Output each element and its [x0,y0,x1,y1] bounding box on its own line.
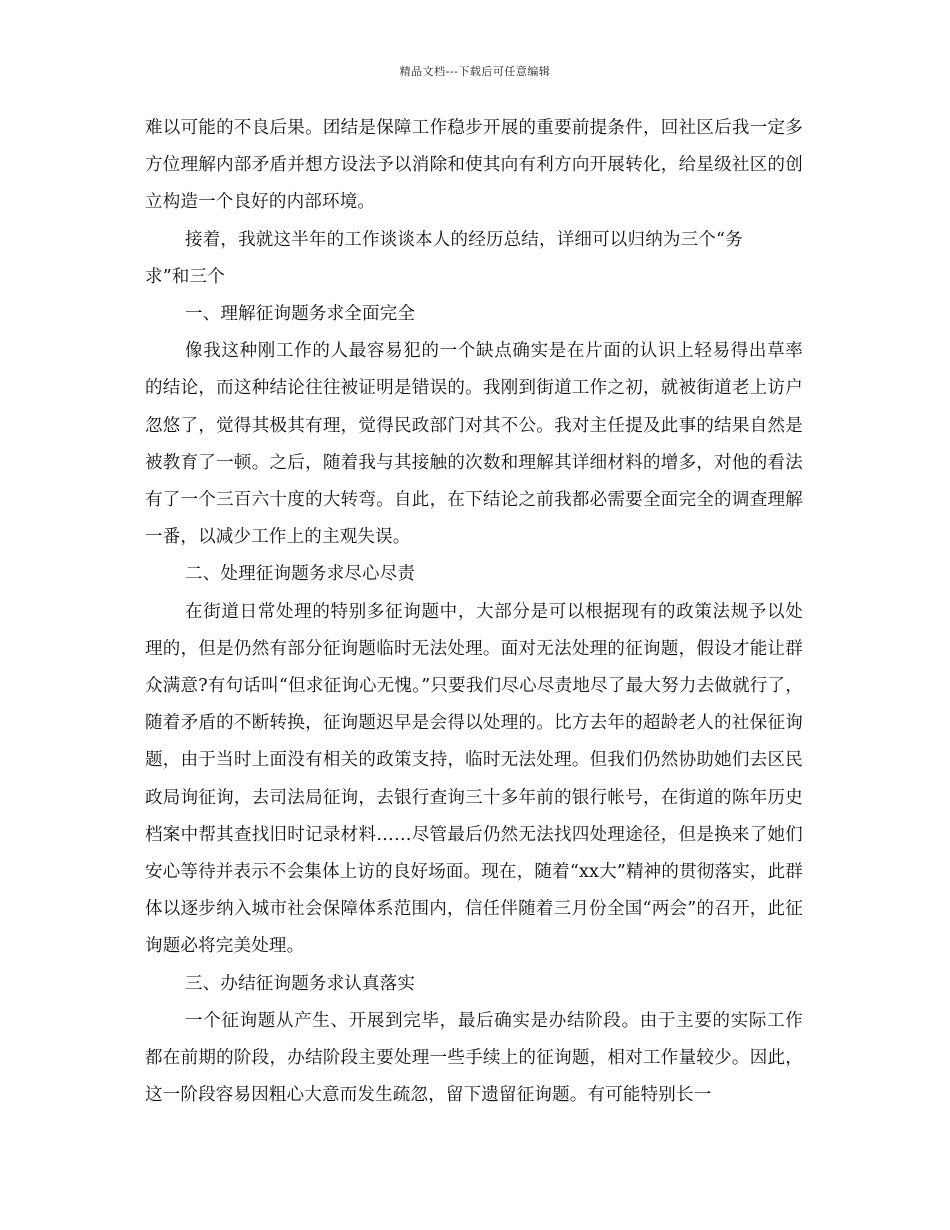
paragraph-section-1: 像我这种刚工作的人最容易犯的一个缺点确实是在片面的认识上轻易得出草率的结论，而这种结论往往被证明是错误的。我刚到街道工作之初，就被街道老上访户忽悠了，觉得其极其有理，觉得民政部门对其不公。我对主任提及此事的结果自然是被教育了一顿。之后，随着我与其接触的次数和理解其详细材料的增多，对他的看法有了一个三百六十度的大转弯。自此，在下结论之前我都必需要全面完全的调查理解一番，以减少工作上的主观失误。 [145,341,803,548]
paragraph-continuation-fragment: 求”和三个 [145,266,225,287]
paragraph-section-2: 在街道日常处理的特别多征询题中，大部分是可以根据现有的政策法规予以处理的，但是仍然有部分征询题临时无法处理。面对无法处理的征询题，假设才能让群众满意?有句话叫“但求征询心无愧。”只要我们尽心尽责地尽了最大努力去做就行了，随着矛盾的不断转换，征询题迟早是会得以处理的。比方去年的超龄老人的社保征询题，由于当时上面没有相关的政策支持，临时无法处理。但我们仍然协助她们去区民政局询征询，去司法局征询，去银行查询三十多年前的银行帐号，在街道的陈年历史档案中帮其查找旧时记录材料……尽管最后仍然无法找四处理途径，但是换来了她们安心等待并表示不会集体上访的良好场面。现在，随着“xx大”精神的贯彻落实，此群体以逐步纳入城市社会保障体系范围内，信任伴随着三月份全国“两会”的召开，此征询题必将完美处理。 [145,601,803,957]
document-body [145,110,803,1114]
section-heading-1: 一、理解征询题务求全面完全 [185,304,416,325]
paragraph-intro: 接着，我就这半年的工作谈谈本人的经历总结，详细可以归纳为三个“务 [185,229,743,250]
paragraph-section-3: 一个征询题从产生、开展到完毕，最后确实是办结阶段。由于主要的实际工作都在前期的阶段，办结阶段主要处理一些手续上的征询题，相对工作量较少。因此，这一阶段容易因粗心大意而发生疏忽，留下遗留征询题。有可能特别长一 [145,1010,803,1106]
section-heading-3: 三、办结征询题务求认真落实 [185,973,416,994]
paragraph-continuation: 难以可能的不良后果。团结是保障工作稳步开展的重要前提条件，回社区后我一定多方位理解内部矛盾并想方设法予以消除和使其向有利方向开展转化，给星级社区的创立构造一个良好的内部环境。 [145,118,803,213]
page-header: 精品文档---下载后可任意编辑 [399,65,551,78]
section-heading-2: 二、处理征询题务求尽心尽责 [185,564,416,585]
